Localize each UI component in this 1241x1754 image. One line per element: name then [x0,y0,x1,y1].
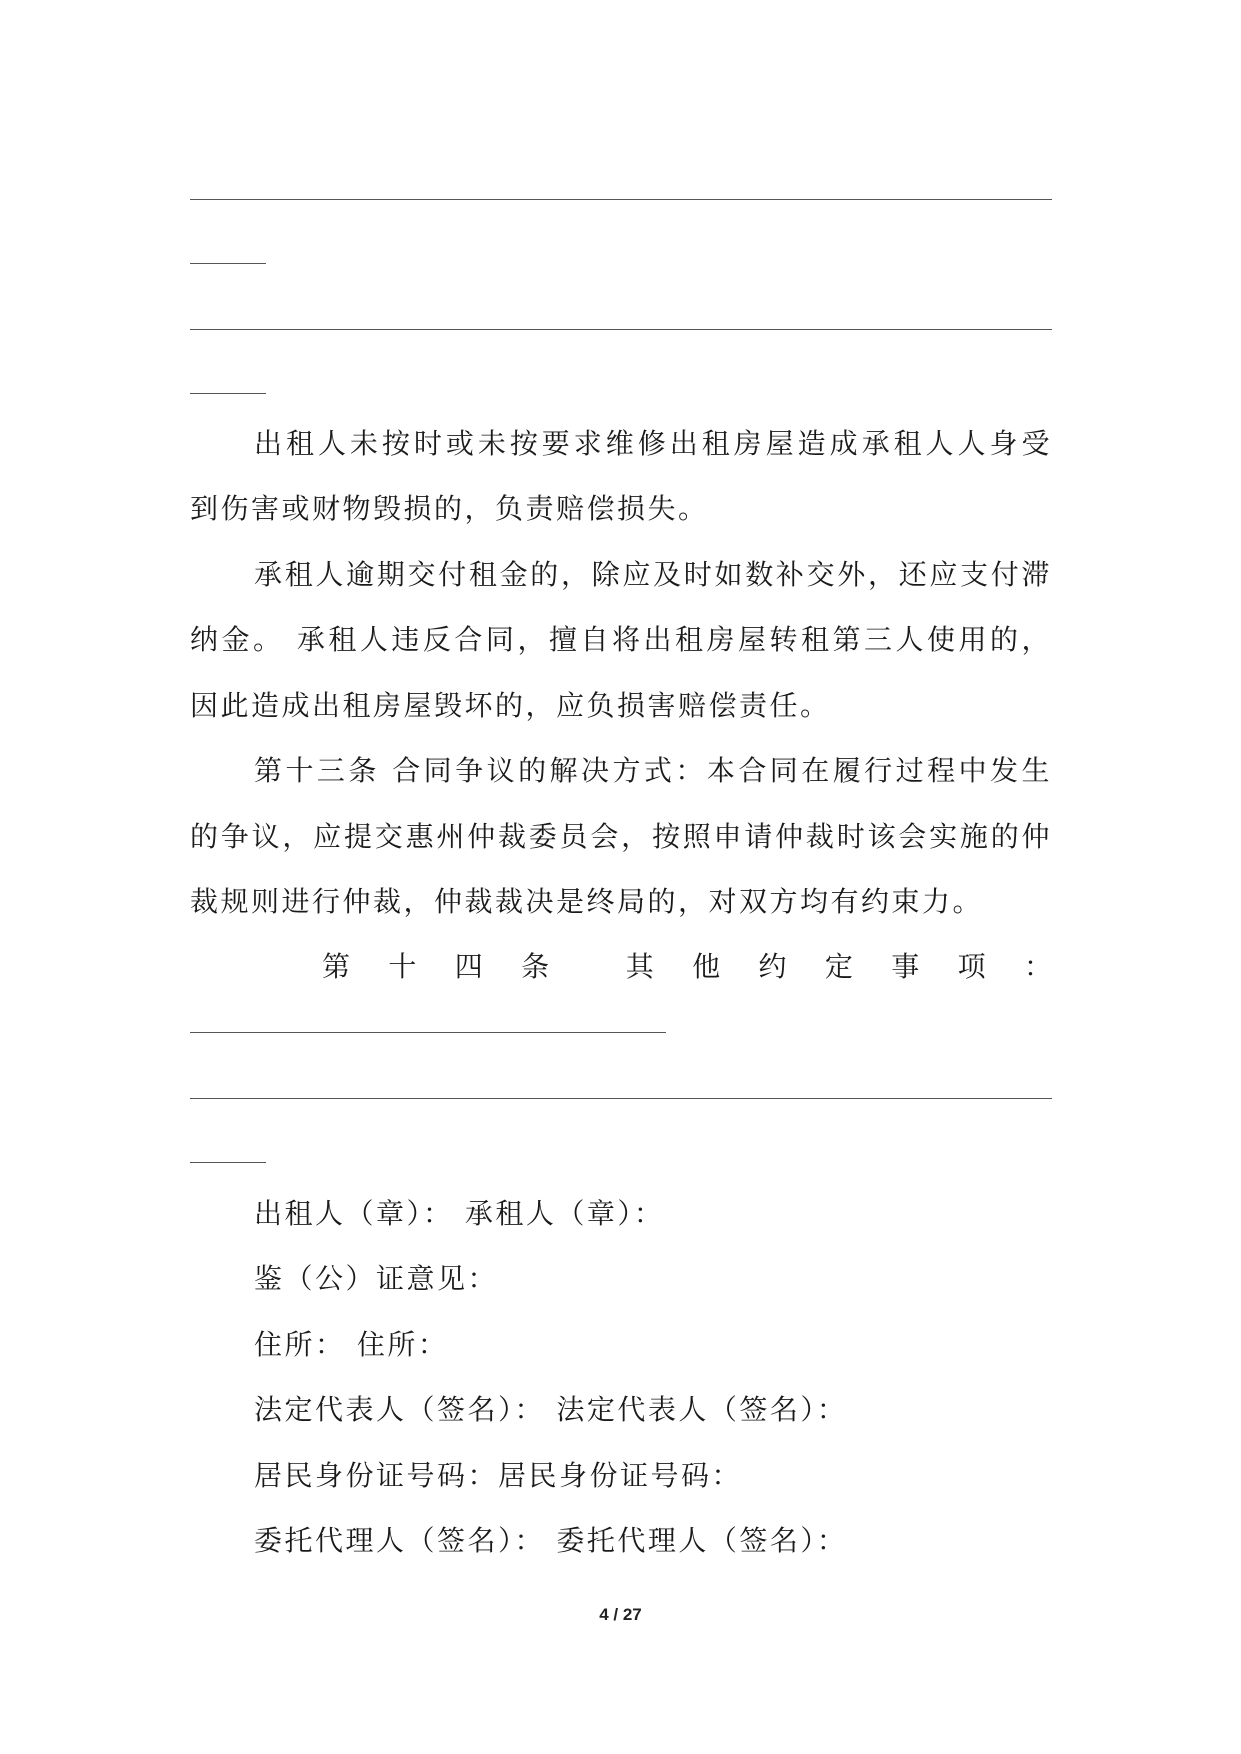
article-14-char: 其 [625,950,654,983]
article-14-char: 四 [454,950,483,983]
id-number-line: 居民身份证号码：居民身份证号码： [254,1459,743,1492]
article-14-char: ： [1023,950,1052,983]
paragraph-late-rent-line-1: 承租人逾期交付租金的，除应及时如数补交外，还应支付滞 [254,558,1052,591]
article-14-char: 定 [824,950,853,983]
paragraph-repair-line-1: 出租人未按时或未按要求维修出租房屋造成承租人人身受 [254,427,1052,460]
article-14-char: 项 [957,950,986,983]
other-terms-rule-2-tail [190,1162,266,1163]
blank-rule-1 [190,199,1052,200]
article-13-line-1: 第十三条 合同争议的解决方式：本合同在履行过程中发生 [254,754,1052,787]
page-indicator: 4 / 27 [599,1605,642,1624]
other-terms-rule-1 [190,1032,666,1033]
article-13-line-2: 的争议，应提交惠州仲裁委员会，按照申请仲裁时该会实施的仲 [190,820,1052,853]
article-14-char: 约 [758,950,787,983]
other-terms-rule-2 [190,1098,1052,1099]
paragraph-late-rent-line-3: 因此造成出租房屋毁坏的，应负损害赔偿责任。 [190,689,831,722]
signature-seal-line: 出租人（章）： 承租人（章）： [254,1197,665,1230]
blank-rule-2-tail [190,393,266,394]
paragraph-late-rent-line-2: 纳金。 承租人违反合同，擅自将出租房屋转租第三人使用的， [190,623,1052,656]
blank-rule-1-tail [190,263,266,264]
article-14-char: 第 [322,950,351,983]
legal-representative-line: 法定代表人（签名）： 法定代表人（签名）： [254,1393,848,1426]
article-14-char: 条 [521,950,550,983]
article-14-char: 他 [692,950,721,983]
notary-opinion-line: 鉴（公）证意见： [254,1262,499,1295]
agent-signature-line: 委托代理人（签名）： 委托代理人（签名）： [254,1524,848,1557]
address-line: 住所： 住所： [254,1328,449,1361]
article-14-char: 事 [891,950,920,983]
article-14-char: 十 [388,950,417,983]
article-14-heading [322,947,1052,987]
article-13-line-3: 裁规则进行仲裁，仲裁裁决是终局的，对双方均有约束力。 [190,885,984,918]
paragraph-repair-line-2: 到伤害或财物毁损的，负责赔偿损失。 [190,492,709,525]
blank-rule-2 [190,329,1052,330]
